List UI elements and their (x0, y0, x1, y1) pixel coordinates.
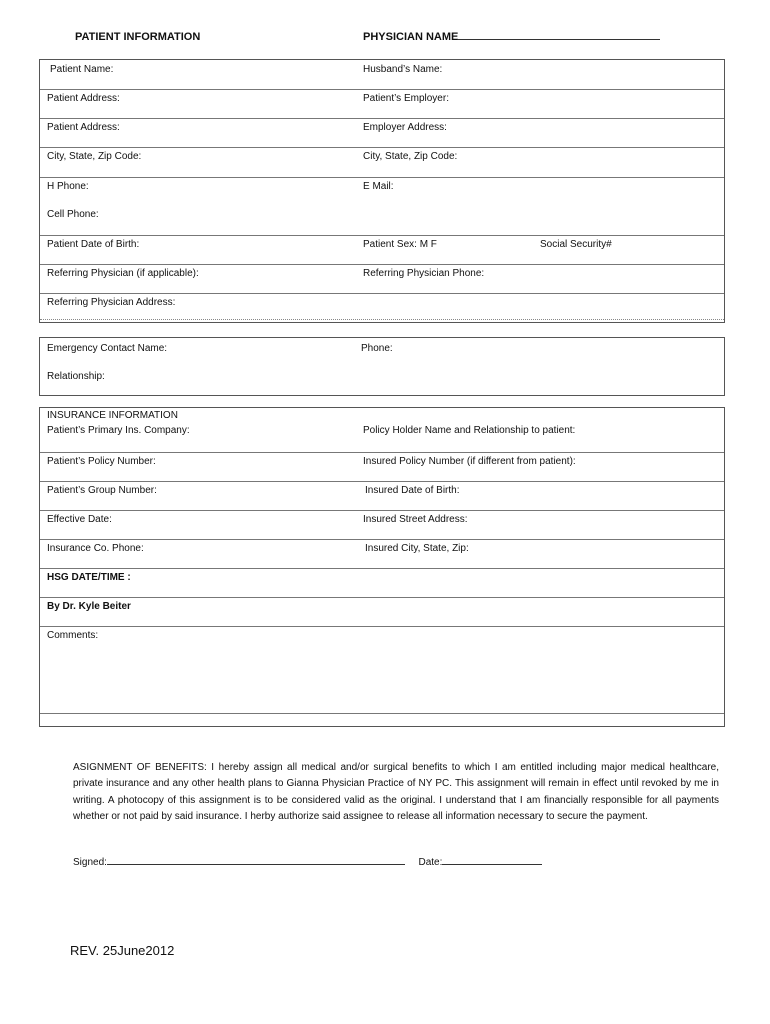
employer-city-state-zip-field[interactable]: City, State, Zip Code: (363, 151, 458, 162)
husbands-name-field[interactable]: Husband’s Name: (363, 64, 443, 75)
date-blank[interactable] (442, 864, 542, 865)
cell-phone-field[interactable]: Cell Phone: (47, 209, 99, 220)
patient-address-2-field[interactable]: Patient Address: (47, 122, 120, 133)
hsg-date-time-field[interactable]: HSG DATE/TIME : (47, 572, 131, 583)
form-row (40, 540, 724, 569)
insurance-information-heading: INSURANCE INFORMATION (47, 410, 178, 421)
effective-date-field[interactable]: Effective Date: (47, 514, 112, 525)
insured-dob-field[interactable]: Insured Date of Birth: (365, 485, 460, 496)
relationship-field[interactable]: Relationship: (47, 371, 105, 382)
physician-name-blank[interactable] (458, 39, 660, 40)
city-state-zip-field[interactable]: City, State, Zip Code: (47, 151, 142, 162)
by-doctor-label: By Dr. Kyle Beiter (47, 601, 131, 612)
primary-ins-company-field[interactable]: Patient’s Primary Ins. Company: (47, 425, 190, 436)
insured-city-state-zip-field[interactable]: Insured City, State, Zip: (365, 543, 469, 554)
revision-label: REV. 25June2012 (70, 943, 175, 958)
referring-physician-address-field[interactable]: Referring Physician Address: (47, 297, 176, 308)
patient-information-box (39, 59, 725, 323)
signature-blank[interactable] (107, 864, 405, 865)
form-row (40, 294, 724, 322)
insurance-information-box (39, 407, 725, 727)
policy-holder-field[interactable]: Policy Holder Name and Relationship to patient: (363, 425, 576, 436)
date-label: Date: (418, 857, 443, 868)
social-security-field[interactable]: Social Security# (540, 239, 612, 250)
patient-information-heading: PATIENT INFORMATION (75, 31, 201, 43)
comments-row (40, 627, 724, 714)
form-row (40, 90, 724, 119)
referring-physician-field[interactable]: Referring Physician (if applicable): (47, 268, 199, 279)
form-row (40, 482, 724, 511)
patient-name-field[interactable]: Patient Name: (50, 64, 114, 75)
patients-employer-field[interactable]: Patient’s Employer: (363, 93, 449, 104)
emergency-phone-field[interactable]: Phone: (361, 343, 393, 354)
assignment-of-benefits-text: ASIGNMENT OF BENEFITS: I hereby assign all medical and/or surgical benefits to which I am entitled including major medical healthcare, private insurance and any other health plans to Gianna Physician Practice of NY PC. This assignment will remain in effect until revoked by me in writing. A photocopy of this assignment is to be considered valid as the original. I understand that I am financially responsible for all payments whether or not paid by said insurance. I herby authorize said assignee to release all information necessary to secure the payment. (73, 762, 719, 822)
signature-line (73, 857, 542, 868)
emergency-contact-name-field[interactable]: Emergency Contact Name: (47, 343, 168, 354)
form-row (40, 148, 724, 178)
signed-label: Signed: (73, 857, 107, 868)
insurance-co-phone-field[interactable]: Insurance Co. Phone: (47, 543, 144, 554)
insured-street-address-field[interactable]: Insured Street Address: (363, 514, 468, 525)
form-row (40, 569, 724, 598)
policy-number-field[interactable]: Patient’s Policy Number: (47, 456, 156, 467)
form-row (40, 60, 724, 90)
physician-name-text: PHYSICIAN NAME (363, 31, 459, 43)
home-phone-field[interactable]: H Phone: (47, 181, 89, 192)
form-row (40, 598, 724, 627)
insured-policy-number-field[interactable]: Insured Policy Number (if different from patient): (363, 456, 576, 467)
patient-sex-field[interactable]: Patient Sex: M F (363, 239, 437, 250)
group-number-field[interactable]: Patient’s Group Number: (47, 485, 157, 496)
form-row (40, 119, 724, 148)
comments-field[interactable]: Comments: (47, 630, 99, 641)
dotted-divider (40, 319, 724, 320)
form-row (40, 408, 724, 453)
form-row (40, 236, 724, 265)
patient-address-field[interactable]: Patient Address: (47, 93, 120, 104)
form-row (40, 265, 724, 294)
email-field[interactable]: E Mail: (363, 181, 394, 192)
referring-physician-phone-field[interactable]: Referring Physician Phone: (363, 268, 485, 279)
form-row (40, 511, 724, 540)
patient-dob-field[interactable]: Patient Date of Birth: (47, 239, 140, 250)
physician-name-label (363, 31, 660, 43)
emergency-contact-box (39, 337, 725, 396)
employer-address-field[interactable]: Employer Address: (363, 122, 447, 133)
form-row (40, 178, 724, 236)
form-row (40, 453, 724, 482)
